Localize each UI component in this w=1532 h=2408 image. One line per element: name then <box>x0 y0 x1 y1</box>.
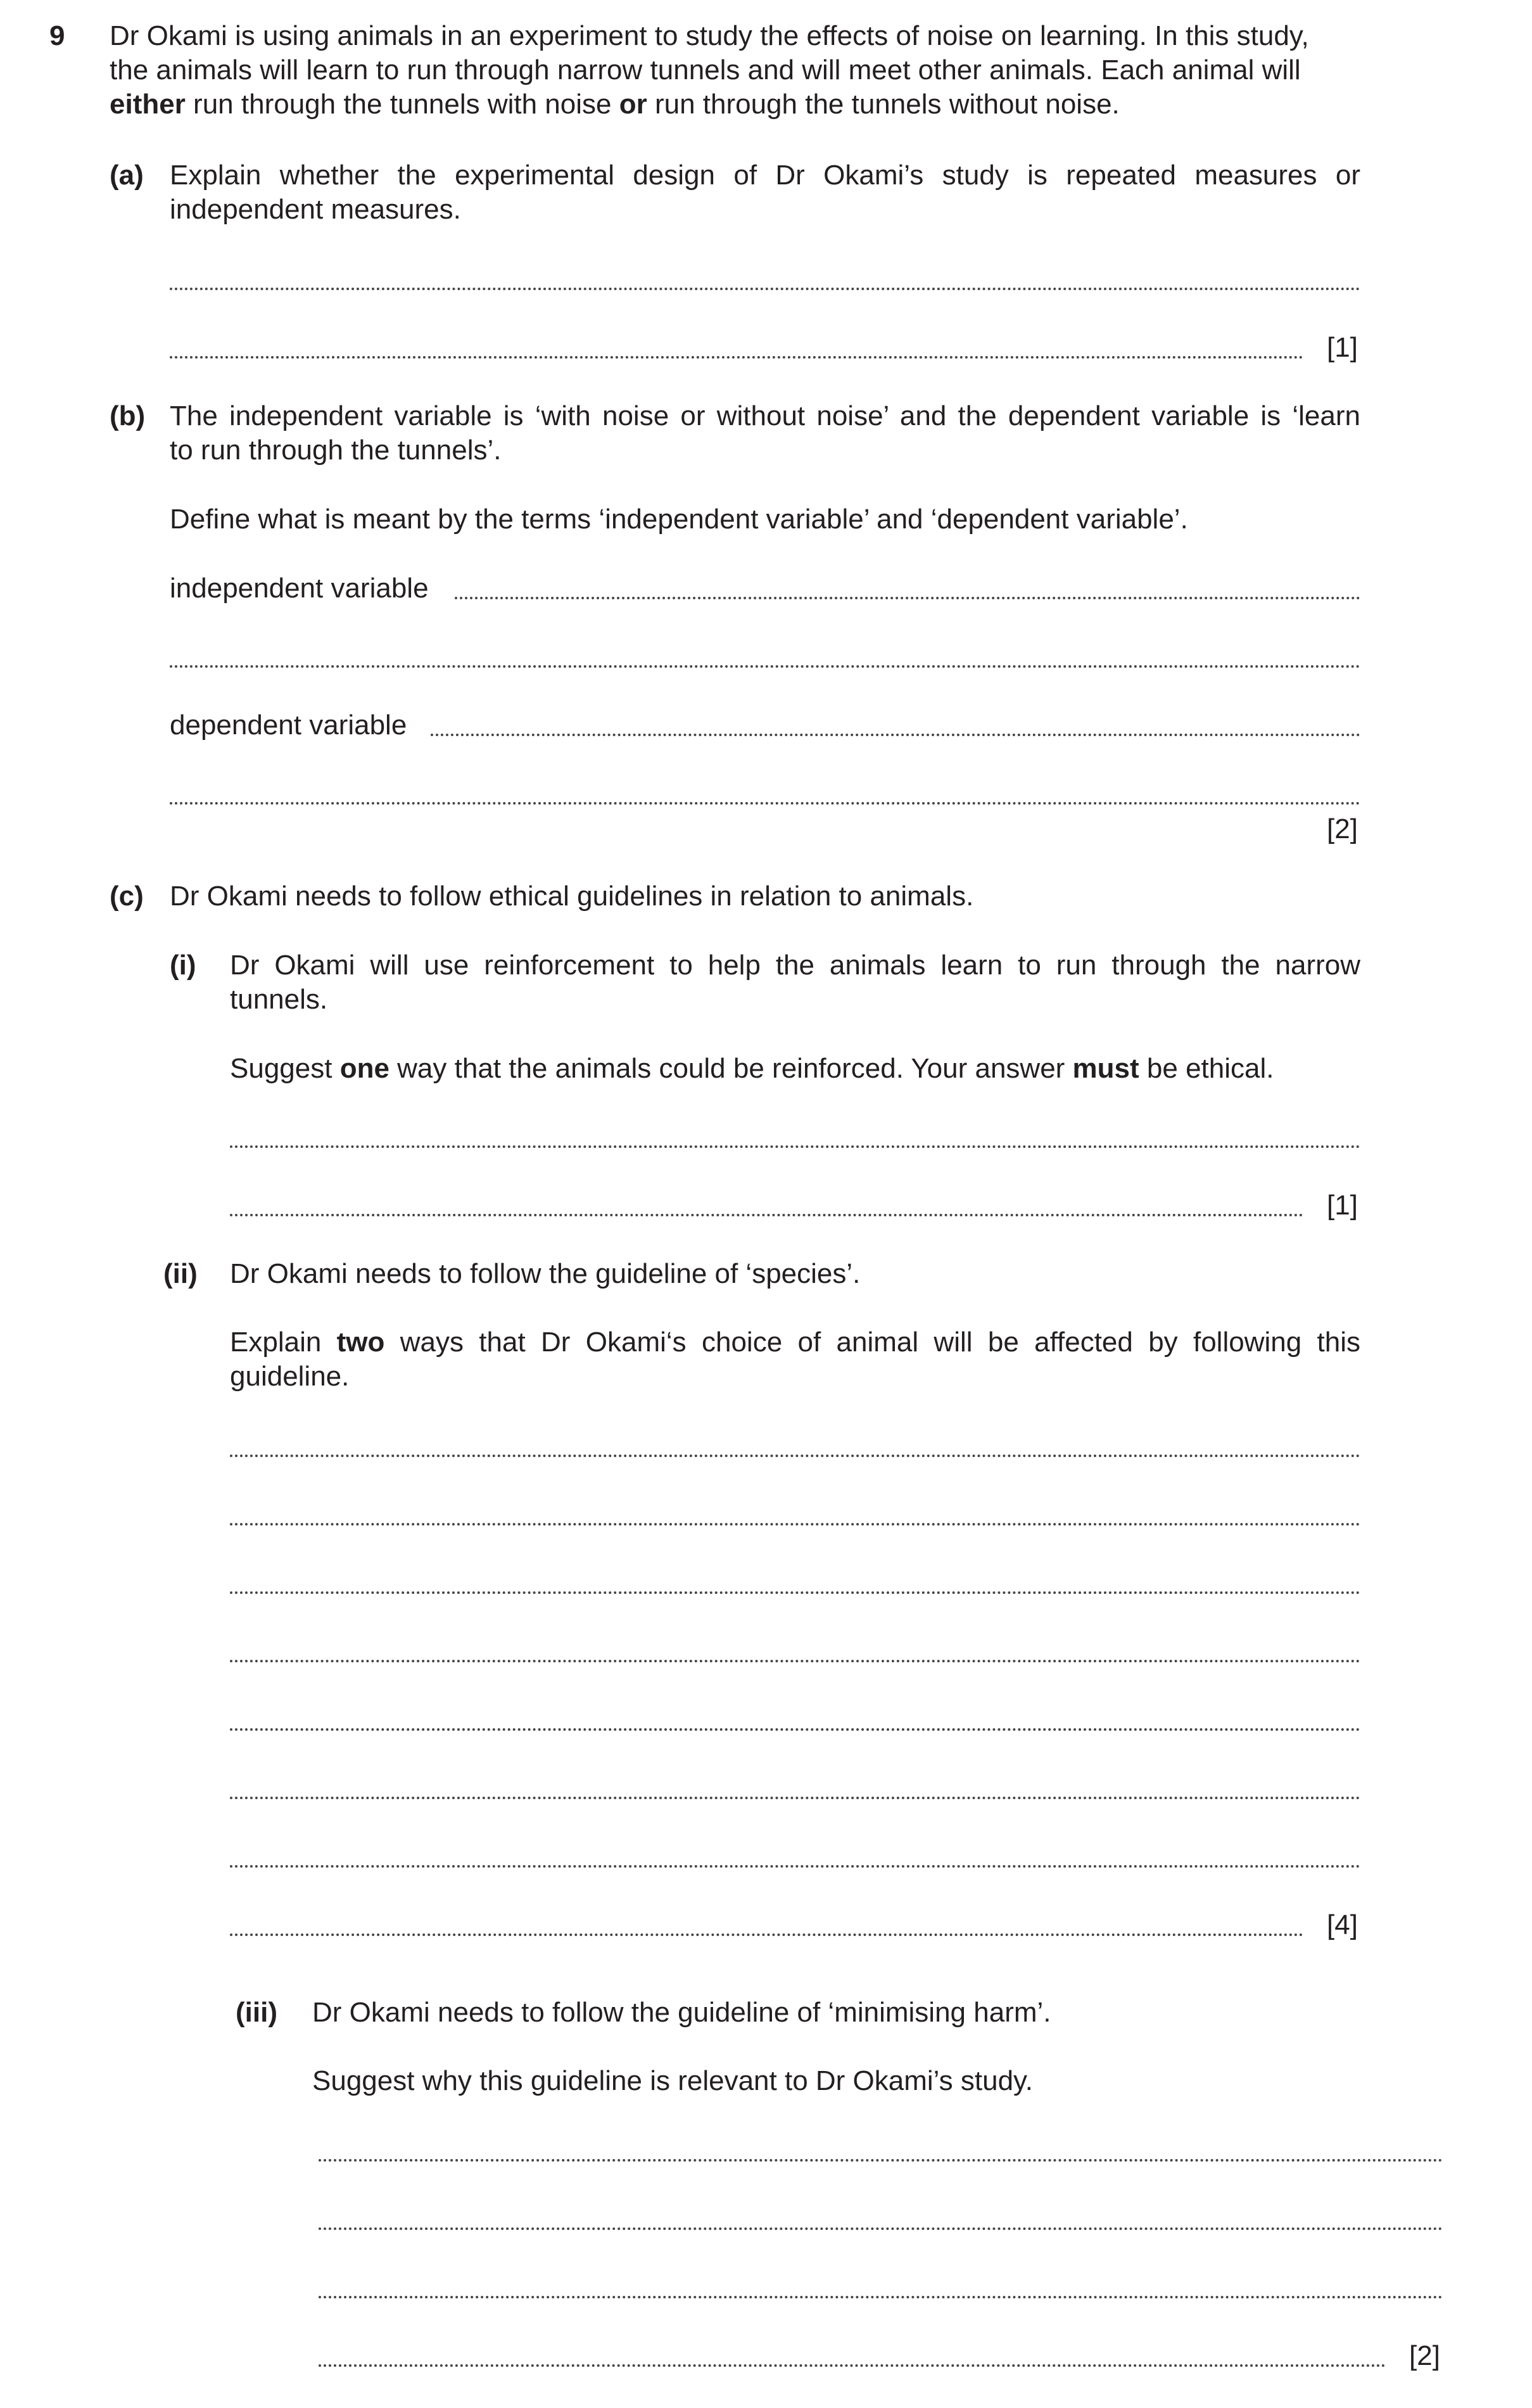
dependent-variable-label: dependent variable <box>170 710 407 741</box>
answer-line-c-ii-8[interactable] <box>230 1930 1303 1936</box>
answer-line-c-ii-4[interactable] <box>230 1656 1360 1662</box>
q-text-a: Explain <box>230 1327 337 1358</box>
answer-line-c-i-2[interactable] <box>230 1210 1303 1216</box>
question-stem-line-1: Dr Okami is using animals in an experiment to study the effects of noise on learning. In this study, <box>110 20 1309 51</box>
part-c-i-label: (i) <box>170 950 196 981</box>
part-c-ii-marks: [4] <box>1327 1909 1358 1940</box>
independent-variable-label: independent variable <box>170 573 429 604</box>
part-b-line-2: to run through the tunnels’. <box>170 435 502 466</box>
part-c-i-line-1: Dr Okami will use reinforcement to help the animals learn to run through the narrow <box>230 950 1360 981</box>
question-stem-line-3 <box>110 87 1120 122</box>
part-c-ii-question-line-2: guideline. <box>230 1361 350 1392</box>
emphasis-either: either <box>110 89 186 120</box>
part-c-ii-label: (ii) <box>163 1258 198 1289</box>
part-c-i-question <box>230 1052 1274 1086</box>
stem-line-3-end: run through the tunnels without noise. <box>647 89 1120 120</box>
answer-line-c-iii-2[interactable] <box>319 2224 1443 2230</box>
part-c-iii-question: Suggest why this guideline is relevant to Dr Okami’s study. <box>312 2065 1034 2096</box>
part-c-ii-intro: Dr Okami needs to follow the guideline of ‘species’. <box>230 1258 861 1289</box>
answer-line-c-ii-7[interactable] <box>230 1861 1360 1868</box>
answer-line-dv-2[interactable] <box>170 798 1360 805</box>
emphasis-one: one <box>339 1053 389 1084</box>
part-b-line-1: The independent variable is ‘with noise or without noise’ and the dependent variable is ‘learn <box>170 400 1360 431</box>
part-c-i-marks: [1] <box>1327 1190 1358 1221</box>
answer-line-dv-1[interactable] <box>431 730 1360 736</box>
part-b-label: (b) <box>110 400 146 431</box>
part-b-marks: [2] <box>1327 813 1358 844</box>
stem-line-3-mid: run through the tunnels with noise <box>185 89 619 120</box>
part-a-line-2: independent measures. <box>170 194 461 225</box>
answer-line-a-1[interactable] <box>170 284 1360 290</box>
answer-line-c-iii-3[interactable] <box>319 2292 1443 2298</box>
part-c-label: (c) <box>110 881 144 912</box>
answer-line-c-i-1[interactable] <box>230 1142 1360 1148</box>
answer-line-c-ii-5[interactable] <box>230 1724 1360 1731</box>
emphasis-must: must <box>1072 1053 1139 1084</box>
part-c-iii-marks: [2] <box>1409 2340 1440 2371</box>
answer-line-iv-2[interactable] <box>170 661 1360 668</box>
part-c-iii-intro: Dr Okami needs to follow the guideline of ‘minimising harm’. <box>312 1997 1051 2028</box>
part-c-iii-label: (iii) <box>236 1997 277 2028</box>
answer-line-c-ii-1[interactable] <box>230 1451 1360 1457</box>
question-number: 9 <box>49 20 65 51</box>
part-c-ii-question-line-1 <box>230 1325 1360 1360</box>
q-text-a: Suggest <box>230 1053 340 1084</box>
answer-line-c-iii-1[interactable] <box>319 2155 1443 2162</box>
emphasis-two: two <box>336 1327 385 1358</box>
part-b-instruction: Define what is meant by the terms ‘independent variable’ and ‘dependent variable’. <box>170 504 1188 535</box>
answer-line-iv-1[interactable] <box>455 593 1360 599</box>
answer-line-c-ii-6[interactable] <box>230 1793 1360 1799</box>
answer-line-c-ii-3[interactable] <box>230 1588 1360 1594</box>
emphasis-or: or <box>619 89 647 120</box>
part-a-label: (a) <box>110 160 144 191</box>
q-text-b: way that the animals could be reinforced. Your answer <box>389 1053 1073 1084</box>
q-text-c: be ethical. <box>1139 1053 1274 1084</box>
part-a-marks: [1] <box>1327 332 1358 363</box>
q-text-b: ways that Dr Okami‘s choice of animal will be affected by following this <box>384 1327 1360 1358</box>
answer-line-a-2[interactable] <box>170 352 1303 359</box>
question-stem-line-2: the animals will learn to run through narrow tunnels and will meet other animals. Each animal will <box>110 54 1301 86</box>
part-c-i-line-2: tunnels. <box>230 984 328 1015</box>
answer-line-c-ii-2[interactable] <box>230 1519 1360 1526</box>
part-a-line-1: Explain whether the experimental design of Dr Okami’s study is repeated measures or <box>170 160 1360 191</box>
part-c-intro: Dr Okami needs to follow ethical guidelines in relation to animals. <box>170 881 974 912</box>
answer-line-c-iii-4[interactable] <box>319 2360 1386 2367</box>
